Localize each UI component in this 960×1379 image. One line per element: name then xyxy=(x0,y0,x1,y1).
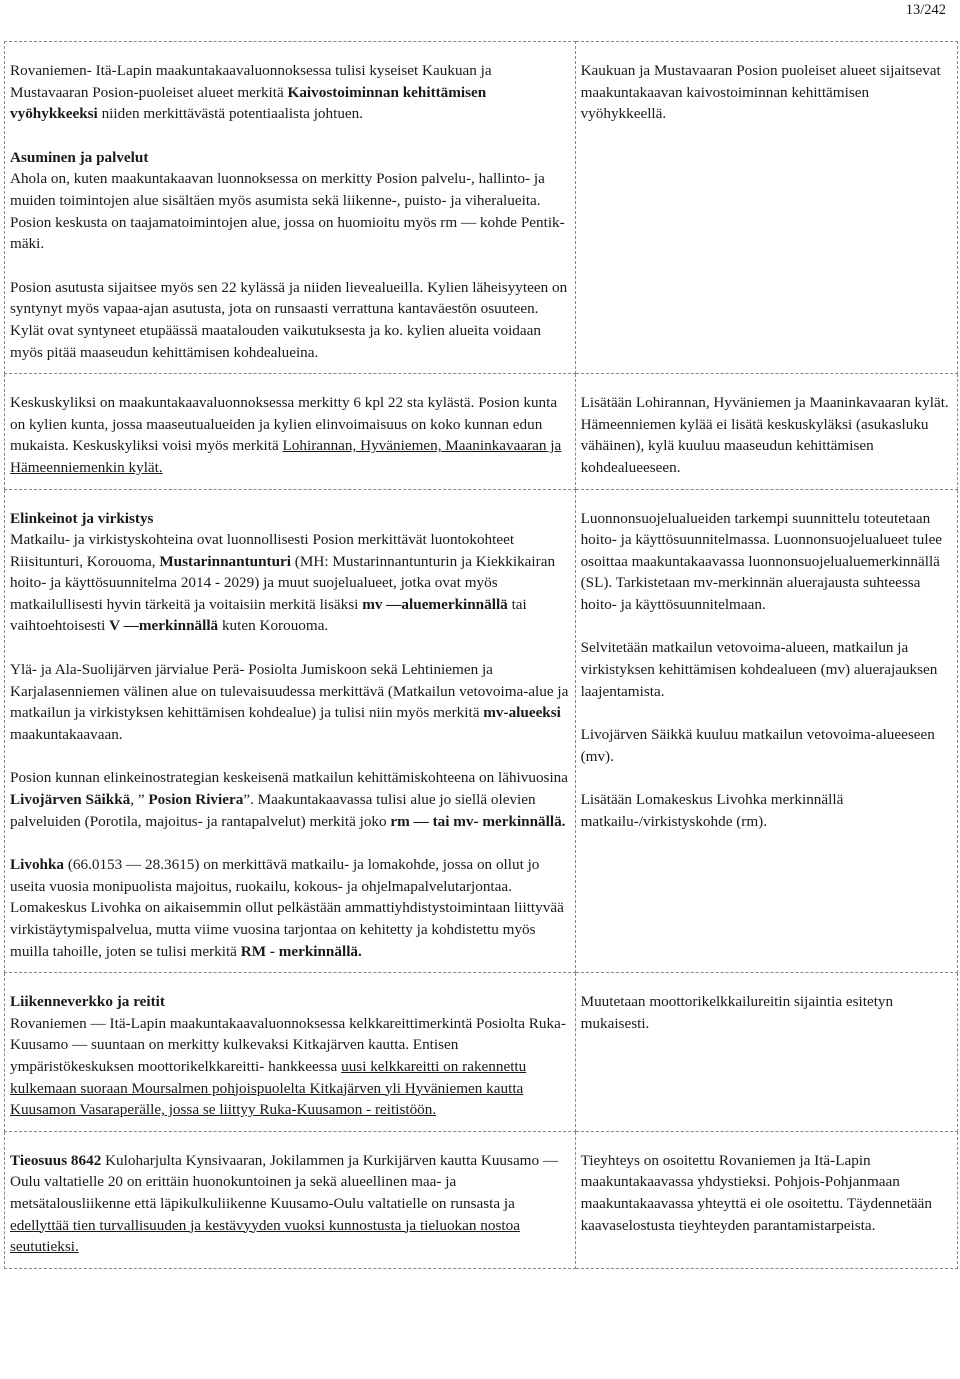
text-run: Lisätään Lohirannan, Hyväniemen ja Maaninkavaaran kylät. Hämeenniemen kylää ei lisätä keskuskyläksi (asukasluku vähäinen), kylä kuuluu maaseudun kehittämisen kohdealueeseen. xyxy=(580,394,949,476)
paragraph xyxy=(10,767,571,832)
bold-text: mv —aluemerkinnällä xyxy=(362,595,508,613)
bold-text: Liikenneverkko ja reitit xyxy=(10,993,165,1011)
comment-cell xyxy=(5,42,576,374)
comment-cell xyxy=(5,1131,576,1268)
text-run: maakuntakaavaan. xyxy=(10,725,123,743)
bold-text: V —merkinnällä xyxy=(109,617,219,635)
text-run: Luonnonsuojelualueiden tarkempi suunnittelu toteutetaan hoito- ja käyttösuunnitelmassa. Luonnonsuojelualueet tulee osoittaa maakuntakaavassa luonnonsuojelualuemerkinnällä (SL). Tarkistetaan mv-merkinnän aluerajausta suhteessa hoito- ja käyttösuunnitelmaan. xyxy=(580,509,943,613)
paragraph xyxy=(581,637,953,702)
text-run: Ahola on, kuten maakuntakaavan luonnoksessa on merkitty Posion palvelu-, hallinto- ja muiden toimintojen alue sisältäen myös asumista sekä liikenne-, puisto- ja viheralueita. Posion keskusta on taajamatoimintojen alue, jossa on huomioitu myös rm — kohde Pentik- mäki. xyxy=(10,170,565,253)
bold-text: Livohka xyxy=(10,856,65,874)
text-run: ”. Maakuntakaavassa tulisi alue jo siellä olevien palveluiden (Porotila, majoitus- ja rantapalvelut) merkitä joko xyxy=(10,791,536,830)
response-cell xyxy=(575,374,957,489)
paragraph xyxy=(581,60,953,125)
paragraph xyxy=(10,60,571,125)
bold-text: Posion Riviera xyxy=(148,791,244,809)
text-run: Kaukuan ja Mustavaaran Posion puoleiset alueet sijaitsevat maakuntakaavan kaivostoiminnan kehittämisen vyöhykkeellä. xyxy=(580,62,941,123)
comment-cell xyxy=(5,973,576,1132)
paragraph xyxy=(10,147,571,255)
bold-text: mv-alueeksi xyxy=(483,704,561,722)
text-run: , ” xyxy=(130,791,149,809)
page-number: 13/242 xyxy=(905,2,946,18)
text-run: Ylä- ja Ala-Suolijärven järvialue Perä- Posiolta Jumiskoon sekä Lehtiniemen ja Karjalasenniemen välinen alue on tulevaisuudessa merkittävä (Matkailun vetovoima-alue ja matkailun ja virkistyksen kehittämisen kohdealue) ja tulisi niin myös merkitä xyxy=(10,661,569,722)
bold-text: Asuminen ja palvelut xyxy=(10,148,149,166)
paragraph xyxy=(581,392,953,478)
underlined-text: edellyttää tien turvallisuuden ja kestävyyden vuoksi kunnostusta ja tieluokan nostoa seututieksi. xyxy=(10,1216,520,1256)
text-run: Posion asutusta sijaitsee myös sen 22 kylässä ja niiden lievealueilla. Kylien läheisyyteen on syntynyt myös vapaa-ajan asutusta, jota on runsaasti verrattuna kantaväestön osuuteen. Kylät ovat syntyneet etupäässä maatalouden vaikutuksesta ja ko. kylien alueita voidaan myös pitää maaseudun kehittämisen kohdealueina. xyxy=(10,278,568,361)
text-run: Posion kunnan elinkeinostrategian keskeisenä matkailun kehittämiskohteena on lähivuosina xyxy=(10,769,569,787)
paragraph xyxy=(10,1150,571,1258)
bold-text: rm — tai mv- merkinnällä. xyxy=(390,812,566,830)
response-cell xyxy=(575,1131,957,1268)
text-run: Lisätään Lomakeskus Livohka merkinnällä matkailu-/virkistyskohde (rm). xyxy=(580,791,844,831)
text-run: Kuloharjulta Kynsivaaran, Jokilammen ja Kurkijärven kautta Kuusamo — Oulu valtatielle 20 on erittäin huonokuntoinen ja sekä alueellinen maa- ja metsätalousliikenne että läpikulkuliikenne Kuusamo-Oulu valtatielle on runsasta ja xyxy=(10,1151,559,1212)
text-run: Tieyhteys on osoitettu Rovaniemen ja Itä-Lapin maakuntakaavassa yhdystieksi. Pohjois-Pohjanmaan maakuntakaavassa yhteyttä ei ole osoitettu. Täydennetään kaavaselostusta tieyhteyden parantamistarpeista. xyxy=(580,1151,933,1234)
paragraph xyxy=(10,508,571,638)
paragraph xyxy=(581,508,953,616)
paragraph xyxy=(10,854,571,962)
text-run: tai vaihtoehtoisesti xyxy=(10,595,527,635)
table-row xyxy=(5,973,958,1132)
text-run: (66.0153 — 28.3615) on merkittävä matkailu- ja lomakohde, jossa on ollut jo useita vuosia monipuolista majoitus, ruokailu, kokous- ja ohjelmapalvelutarjontaa. Lomakeskus Livohka on aikaisemmin ollut pelkästään ammattiyhdistystoimintaan liittyvää virkistäytymispalvelua, mutta viime vuosina tarjontaa on kehitetty ja kohdistettu myös muilla tahoille, joten se tulisi merkitä xyxy=(10,856,564,960)
paragraph xyxy=(10,659,571,745)
comment-cell xyxy=(5,374,576,489)
text-run: Selvitetään matkailun vetovoima-alueen, matkailun ja virkistyksen kehittämisen kohdealueen (mv) aluerajauksen laajentamista. xyxy=(580,639,938,700)
paragraph xyxy=(581,1150,953,1236)
response-cell xyxy=(575,42,957,374)
text-run: Livojärven Säikkä kuuluu matkailun vetovoima-alueeseen (mv). xyxy=(580,726,935,765)
paragraph xyxy=(10,392,571,478)
response-cell xyxy=(575,489,957,973)
table-row xyxy=(5,374,958,489)
table-row xyxy=(5,42,958,374)
text-run: kuten Korouoma. xyxy=(218,617,329,635)
paragraph xyxy=(10,991,571,1121)
text-run: Matkailu- ja virkistyskohteina ovat luonnollisesti Posion merkittävät luontokohteet Riisitunturi, Korouoma, xyxy=(10,531,515,570)
paragraph xyxy=(581,724,953,767)
text-run: (MH: Mustarinnantunturin ja Kiekkikairan hoito- ja käyttösuunnitelma 2014 - 2029) ja muut suojelualueet, jotka ovat myös matkailullisesti hyvin tärkeitä ja voitaisiin merkitä lisäksi xyxy=(10,552,556,613)
bold-text: Mustarinnantunturi xyxy=(159,552,291,570)
bold-text: Kaivostoiminnan kehittämisen vyöhykkeeksi xyxy=(10,83,487,123)
bold-text: RM - merkinnällä. xyxy=(240,942,362,960)
text-run: Rovaniemen- Itä-Lapin maakuntakaavaluonnoksessa tulisi kyseiset Kaukuan ja Mustavaaran Posion-puoleiset alueet merkitä xyxy=(10,62,492,101)
paragraph xyxy=(581,991,953,1034)
table-row xyxy=(5,489,958,973)
bold-text: Tieosuus 8642 xyxy=(10,1151,102,1169)
bold-text: Livojärven Säikkä xyxy=(10,791,131,809)
text-run: niiden merkittävästä potentiaalista johtuen. xyxy=(97,105,364,123)
underlined-text: Lohirannan, Hyväniemen, Maaninkavaaran ja Hämeenniemenkin kylät. xyxy=(10,437,562,476)
paragraph xyxy=(581,789,953,832)
bold-text: Elinkeinot ja virkistys xyxy=(10,509,154,527)
comment-table xyxy=(4,41,958,1269)
text-run: Rovaniemen — Itä-Lapin maakuntakaavaluonnoksessa kelkkareittimerkintä Posiolta Ruka-Kuusamo — suuntaan on merkitty kulkevaksi Kitkajärven kautta. Entisen ympäristökeskuksen moottorikelkkareitti- hankkeessa xyxy=(10,1014,566,1075)
comment-cell xyxy=(5,489,576,973)
text-run: Muutetaan moottorikelkkailureitin sijaintia esitetyn mukaisesti. xyxy=(580,993,894,1032)
table-row xyxy=(5,1131,958,1268)
response-cell xyxy=(575,973,957,1132)
text-run: Keskuskyliksi on maakuntakaavaluonnoksessa merkitty 6 kpl 22 sta kylästä. Posion kunta on kylien kunta, jossa maaseutualueiden ja kylien elinvoimaisuus on koko kunnan edun mukaista. Keskuskyliksi voisi myös merkitä xyxy=(10,394,558,455)
paragraph xyxy=(10,277,571,363)
underlined-text: uusi kelkkareitti on rakennettu kulkemaan suoraan Moursalmen pohjoispuolelta Kitkajärven yli Hyväniemen kautta Kuusamon Vasaraperälle, jossa se liittyy Ruka-Kuusamon - reitistöön. xyxy=(10,1057,527,1119)
